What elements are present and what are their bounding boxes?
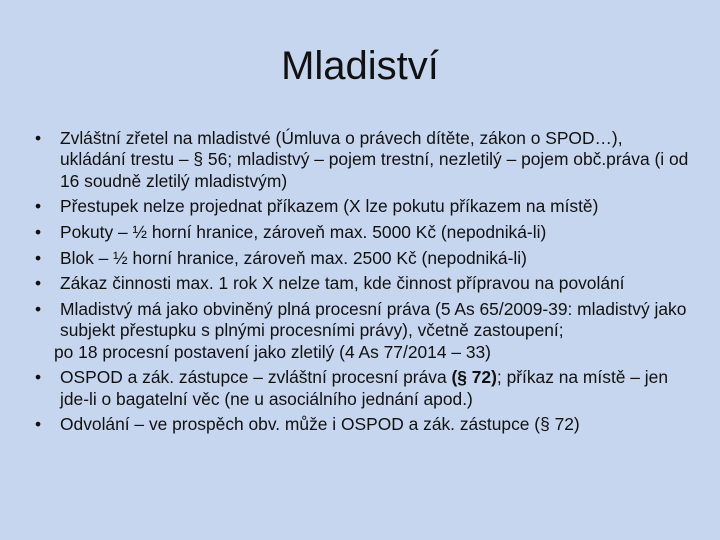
bullet-dot-icon: • [34,273,42,294]
list-item-continuation [32,342,692,363]
bullet-dot-icon: • [34,196,42,217]
list-item-text: Mladistvý má jako obviněný plná procesní práva (5 As 65/2009-39: mladistvý jako subjekt přestupku s plnými procesními právy), včetně zastoupení; [60,298,687,341]
list-item [32,273,692,294]
bullet-dot-icon: • [34,247,42,268]
bullet-list [32,128,692,440]
list-item-text-pre: OSPOD a zák. zástupce – zvláštní procesní práva [60,367,452,388]
bullet-dot-icon: • [34,222,42,242]
list-item-text: Zákaz činnosti max. 1 rok X nelze tam, kde činnost přípravou na povolání [60,273,625,294]
list-item [32,222,692,243]
list-item [32,196,692,217]
list-item [32,367,692,410]
list-item-text: Odvolání – ve prospěch obv. může i OSPOD a zák. zástupce (§ 72) [60,414,580,435]
list-item-text: Pokuty – ½ horní hranice, zároveň max. 5000 Kč (nepodniká-li) [60,222,547,242]
bullet-dot-icon: • [34,367,42,388]
list-item-text: Blok – ½ horní hranice, zároveň max. 2500 Kč (nepodniká-li) [60,247,527,268]
list-item [32,299,692,342]
list-item-text: Přestupek nelze projednat příkazem (X lze pokutu příkazem na místě) [60,196,599,217]
list-item [32,128,692,192]
list-item-text-post: ; příkaz na místě – jen jde-li o bagatelní věc (ne u asociálního jednání apod.) [60,367,668,409]
list-item-text-bold: (§ 72) [451,367,497,388]
list-item-text: Zvláštní zřetel na mladistvé (Úmluva o právech dítěte, zákon o SPOD…), ukládání trestu – § 56; mladistvý – pojem trestní, nezletilý – pojem obč.práva (i od 16 soudně zletilý mladistvým) [60,128,689,191]
bullet-dot-icon: • [34,414,42,435]
bullet-dot-icon: • [34,128,42,148]
list-item-text: po 18 procesní postavení jako zletilý (4 As 77/2014 – 33) [54,341,491,362]
slide-title: Mladiství [281,44,439,88]
list-item [32,248,692,269]
bullet-dot-icon: • [34,298,42,319]
list-item [32,414,692,435]
